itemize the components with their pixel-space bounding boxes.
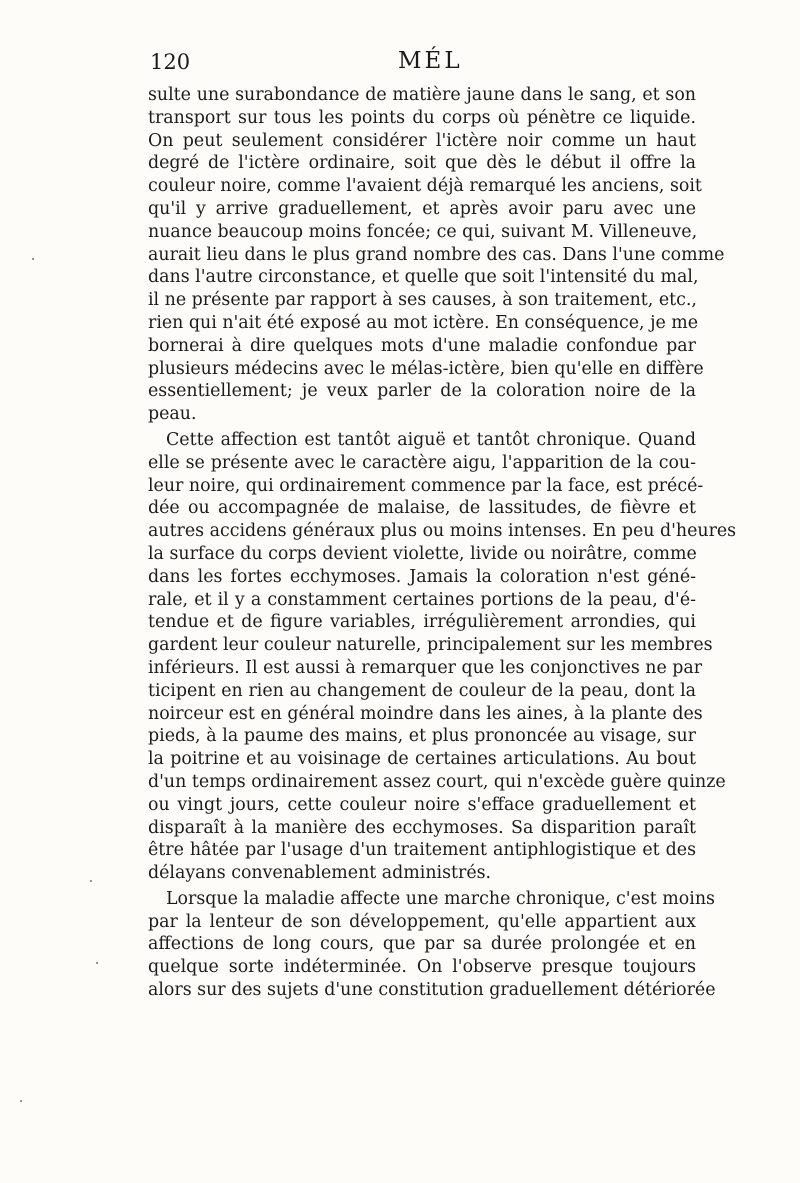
- text-line: transport sur tous les points du corps où pénètre ce liquide.: [148, 107, 696, 128]
- scan-speck: [32, 258, 34, 260]
- running-head: [150, 46, 695, 80]
- text-line: peau.: [148, 404, 197, 425]
- text-line: bornerai à dire quelques mots d'une maladie confondue par: [148, 335, 696, 356]
- text-line: par la lenteur de son développement, qu'elle appartient aux: [148, 911, 696, 932]
- text-line: pieds, à la paume des mains, et plus prononcée au visage, sur: [148, 726, 696, 747]
- text-line: sulte une surabondance de matière jaune dans le sang, et son: [148, 85, 696, 105]
- paragraph: [148, 84, 725, 426]
- text-line: noirceur est en général moindre dans les aines, à la plante des: [148, 703, 703, 724]
- text-line: nuance beaucoup moins foncée; ce qui, suivant M. Villeneuve,: [148, 221, 698, 242]
- text-line: couleur noire, comme l'avaient déjà remarqué les anciens, soit: [148, 176, 702, 197]
- text-line: aurait lieu dans le plus grand nombre des cas. Dans l'une comme: [148, 244, 725, 265]
- page-number: 120: [150, 50, 191, 74]
- text-line: quelque sorte indéterminée. On l'observe presque toujours: [148, 957, 696, 978]
- text-line: la surface du corps devient violette, livide ou noirâtre, comme: [148, 543, 697, 564]
- text-line: il ne présente par rapport à ses causes, à son traitement, etc.,: [148, 290, 697, 311]
- text-line: dans les fortes ecchymoses. Jamais la coloration n'est géné-: [148, 566, 696, 587]
- text-line: rale, et il y a constamment certaines portions de la peau, d'é-: [148, 589, 696, 610]
- text-line: Cette affection est tantôt aiguë et tantôt chronique. Quand: [166, 429, 696, 450]
- text-line: alors sur des sujets d'une constitution graduellement détériorée: [148, 980, 716, 1001]
- text-line: degré de l'ictère ordinaire, soit que dès le début il offre la: [148, 153, 696, 174]
- text-line: qu'il y arrive graduellement, et après avoir paru avec une: [148, 198, 696, 219]
- text-line: elle se présente avec le caractère aigu, l'apparition de la cou-: [148, 452, 696, 473]
- text-line: tendue et de figure variables, irrégulièrement arrondies, qui: [148, 612, 696, 633]
- text-line: leur noire, qui ordinairement commence par la face, est précé-: [148, 475, 704, 496]
- text-line: rien qui n'ait été exposé au mot ictère. En conséquence, je me: [148, 312, 699, 333]
- text-line: délayans convenablement administrés.: [148, 863, 492, 884]
- running-title: MÉL: [398, 48, 463, 74]
- text-line: essentiellement; je veux parler de la coloration noire de la: [148, 381, 696, 402]
- text-line: On peut seulement considérer l'ictère noir comme un haut: [148, 130, 696, 151]
- text-line: dée ou accompagnée de malaise, de lassitudes, de fièvre et: [148, 498, 696, 519]
- text-line: d'un temps ordinairement assez court, qui n'excède guère quinze: [148, 771, 726, 792]
- text-line: affections de long cours, que par sa durée prolongée et en: [148, 934, 696, 955]
- text-line: ticipent en rien au changement de couleur de la peau, dont la: [148, 680, 696, 701]
- scan-speck: [90, 880, 92, 882]
- text-line: autres accidens généraux plus ou moins intenses. En peu d'heures: [148, 521, 737, 542]
- text-line: inférieurs. Il est aussi à remarquer que les conjonctives ne par: [148, 657, 703, 678]
- text-line: la poitrine et au voisinage de certaines articulations. Au bout: [148, 749, 696, 770]
- text-line: disparaît à la manière des ecchymoses. Sa disparition paraît: [148, 817, 696, 838]
- scan-speck: [20, 1100, 22, 1102]
- text-line: dans l'autre circonstance, et quelle que soit l'intensité du mal,: [148, 267, 699, 288]
- text-line: plusieurs médecins avec le mélas-ictère, bien qu'elle en diffère: [148, 358, 704, 379]
- scan-speck: [96, 962, 98, 964]
- text-line: gardent leur couleur naturelle, principalement sur les membres: [148, 635, 713, 656]
- body-text: [148, 84, 737, 1002]
- text-line: être hâtée par l'usage d'un traitement antiphlogistique et des: [148, 840, 696, 861]
- paragraph: [148, 429, 737, 885]
- text-line: ou vingt jours, cette couleur noire s'efface graduellement et: [148, 794, 696, 815]
- paragraph: [148, 888, 716, 1002]
- text-line: Lorsque la maladie affecte une marche chronique, c'est moins: [166, 888, 715, 909]
